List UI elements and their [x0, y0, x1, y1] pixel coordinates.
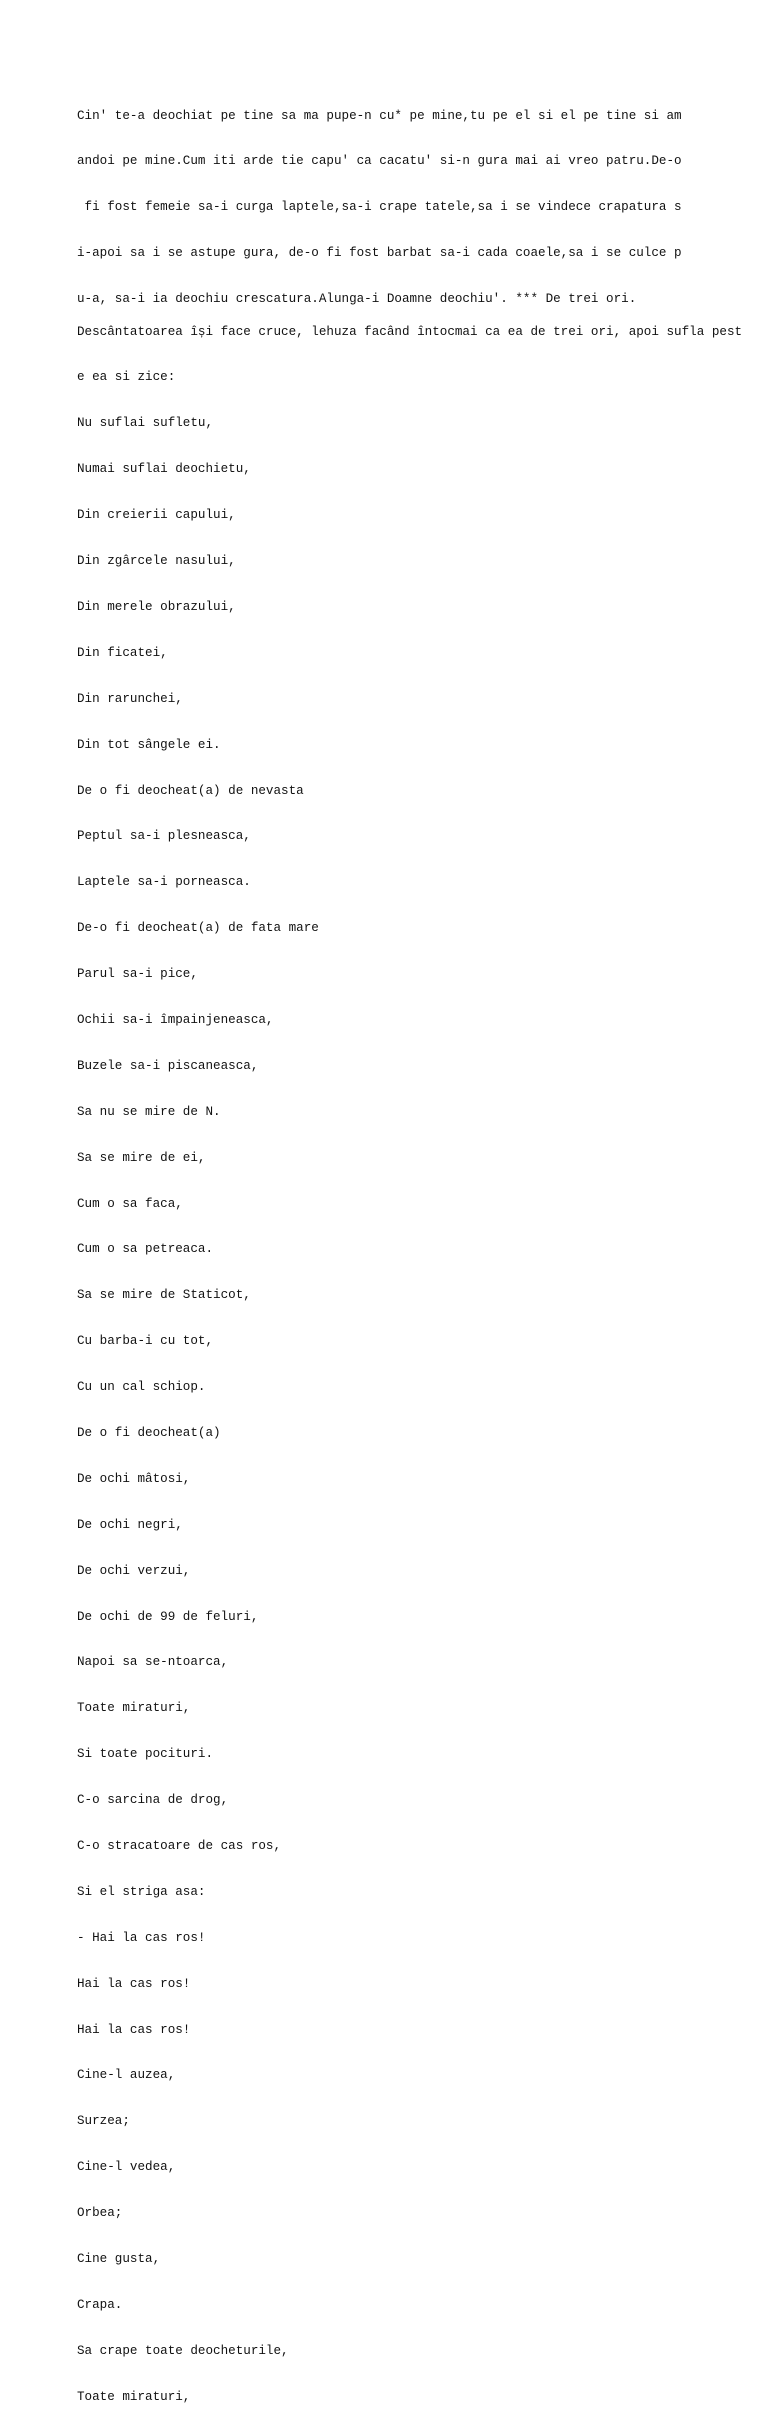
text-line: De ochi de 99 de feluri,	[77, 1609, 259, 1624]
text-line: u-a, sa-i ia deochiu crescatura.Alunga-i Doamne deochiu'. *** De trei ori.	[77, 292, 637, 307]
text-line: De o fi deocheat(a)	[77, 1425, 221, 1440]
text-line: De-o fi deocheat(a) de fata mare	[77, 921, 319, 936]
text-line: Sa nu se mire de N.	[77, 1104, 221, 1119]
text-line: Sa se mire de Staticot,	[77, 1288, 251, 1303]
text-line: Cin' te-a deochiat pe tine sa ma pupe-n cu* pe mine,tu pe el si el pe tine si am	[77, 108, 682, 123]
text-line: Nu suflai sufletu,	[77, 416, 214, 431]
text-line: Buzele sa-i piscaneasca,	[77, 1058, 259, 1073]
text-line: Toate miraturi,	[77, 1701, 191, 1716]
text-line: Si toate pocituri.	[77, 1747, 214, 1762]
text-line: De ochi mâtosi,	[77, 1471, 191, 1486]
text-line: - Hai la cas ros!	[77, 1930, 206, 1945]
text-line: Ochii sa-i împainjeneasca,	[77, 1012, 274, 1027]
text-line: Descântatoarea își face cruce, lehuza facând întocmai ca ea de trei ori, apoi sufla pest	[77, 324, 743, 339]
text-line: De o fi deocheat(a) de nevasta	[77, 783, 304, 798]
text-line: Din rarunchei,	[77, 691, 183, 706]
text-line: Cu barba-i cu tot,	[77, 1334, 214, 1349]
text-line: Peptul sa-i plesneasca,	[77, 829, 251, 844]
text-line: e ea si zice:	[77, 370, 176, 385]
text-line: Sa se mire de ei,	[77, 1150, 206, 1165]
text-line: Hai la cas ros!	[77, 1976, 191, 1991]
text-line: Din tot sângele ei.	[77, 737, 221, 752]
text-line: Cum o sa faca,	[77, 1196, 183, 1211]
text-line: Cine-l auzea,	[77, 2068, 176, 2083]
text-line: Toate miraturi,	[77, 2389, 191, 2404]
text-line: De ochi negri,	[77, 1517, 183, 1532]
text-line: C-o sarcina de drog,	[77, 1793, 229, 1808]
text-line: fi fost femeie sa-i curga laptele,sa-i crape tatele,sa i se vindece crapatura s	[77, 200, 682, 215]
text-line: Din creierii capului,	[77, 508, 236, 523]
text-line: Cu un cal schiop.	[77, 1380, 206, 1395]
paragraph-2	[77, 294, 762, 2436]
text-line: De ochi verzui,	[77, 1563, 191, 1578]
text-line: Hai la cas ros!	[77, 2022, 191, 2037]
text-line: Orbea;	[77, 2206, 123, 2221]
text-line: Si el striga asa:	[77, 1884, 206, 1899]
text-line: Din zgârcele nasului,	[77, 554, 236, 569]
text-line: i-apoi sa i se astupe gura, de-o fi fost barbat sa-i cada coaele,sa i se culce p	[77, 246, 682, 261]
text-line: Sa crape toate deocheturile,	[77, 2343, 289, 2358]
text-line: Din ficatei,	[77, 645, 168, 660]
text-line: Surzea;	[77, 2114, 130, 2129]
text-line: Laptele sa-i porneasca.	[77, 875, 251, 890]
text-line: Din merele obrazului,	[77, 599, 236, 614]
text-line: Numai suflai deochietu,	[77, 462, 251, 477]
text-line: C-o stracatoare de cas ros,	[77, 1838, 282, 1853]
text-line: Cum o sa petreaca.	[77, 1242, 214, 1257]
text-line: Crapa.	[77, 2297, 123, 2312]
text-line: Parul sa-i pice,	[77, 967, 198, 982]
text-line: Napoi sa se-ntoarca,	[77, 1655, 229, 1670]
text-line: andoi pe mine.Cum iti arde tie capu' ca cacatu' si-n gura mai ai vreo patru.De-o	[77, 154, 682, 169]
text-line: Cine gusta,	[77, 2252, 161, 2266]
text-line: Cine-l vedea,	[77, 2160, 176, 2175]
